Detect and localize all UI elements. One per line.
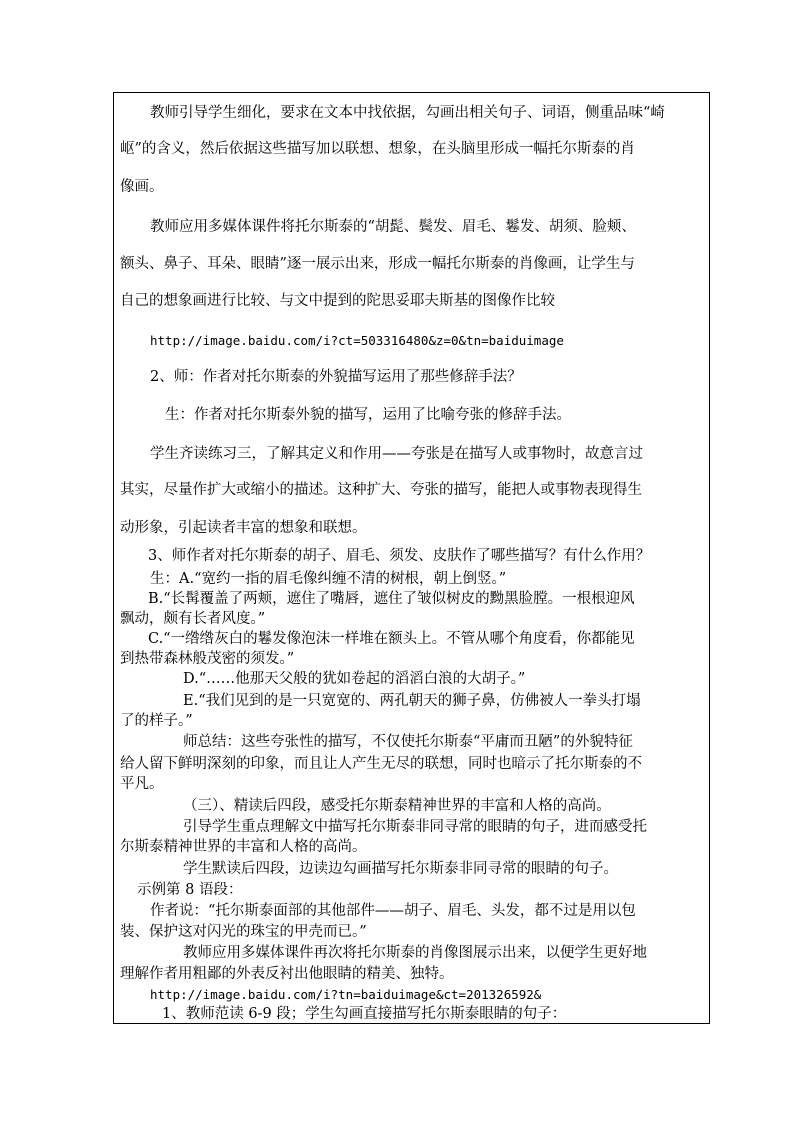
paragraph-line: 自己的想象画进行比较、与文中提到的陀思妥耶夫斯基的图像作比较 [120,293,555,309]
quote-line: D.“……他那天父般的犹如卷起的滔滔白浪的大胡子。” [183,671,526,687]
paragraph-line: 示例第 8 语段： [137,882,243,898]
paragraph-line: 教师应用多媒体课件将托尔斯泰的“胡髭、鬓发、眉毛、鬈发、胡须、脸颊、 [150,219,636,235]
paragraph-line: 像画。 [120,179,164,195]
summary-line: 师总结：这些夸张性的描写，不仅使托尔斯泰“平庸而丑陋”的外貌特征 [183,734,633,750]
answer-line: 生：作者对托尔斯泰外貌的描写，运用了比喻夸张的修辞手法。 [165,407,571,423]
paragraph-line: 岖”的含义，然后依据这些描写加以联想、想象，在头脑里形成一幅托尔斯泰的肖 [120,141,635,157]
quote-line: C.“一绺绺灰白的鬈发像泡沫一样堆在额头上。不管从哪个角度看，你都能见 [148,631,635,647]
question-line: 3、师作者对托尔斯泰的胡子、眉毛、须发、皮肤作了哪些描写？有什么作用？ [148,548,651,564]
quote-line: B.“长髯覆盖了两颊，遮住了嘴唇，遮住了皱似树皮的黝黑脸膛。一根根迎风 [148,591,635,607]
paragraph-line: 教师应用多媒体课件再次将托尔斯泰的肖像图展示出来，以便学生更好地 [183,945,647,961]
paragraph-line: 动形象，引起读者丰富的想象和联想。 [120,520,367,536]
paragraph-line: 教师引导学生细化，要求在文本中找依据，勾画出相关句子、词语，侧重品味“崎 [150,105,665,121]
answer-line: 生：A.“宽约一指的眉毛像纠缠不清的树根，朝上倒竖。” [150,571,507,587]
section-heading: （三）、精读后四段，感受托尔斯泰精神世界的丰富和人格的高尚。 [183,798,611,814]
question-line: 2、师：作者对托尔斯泰的外貌描写运用了那些修辞手法？ [150,369,522,385]
url-line: http://image.baidu.com/i?ct=503316480&z=0&tn=baiduimage [150,333,564,348]
paragraph-line: 1、教师范读 6-9 段；学生勾画直接描写托尔斯泰眼睛的句子： [162,1006,567,1022]
quote-line: E.“我们见到的是一只宽宽的、两孔朝天的狮子鼻，仿佛被人一拳头打塌 [183,693,641,709]
quote-line: 到热带森林般茂密的须发。” [120,651,295,667]
paragraph-line: 理解作者用粗鄙的外表反衬出他眼睛的精美、独特。 [120,966,454,982]
paragraph-line: 尔斯泰精神世界的丰富和人格的高尚。 [120,839,367,855]
url-line: http://image.baidu.com/i?tn=baiduimage&ct=201326592& [150,987,542,1002]
paragraph-line: 其实，尽量作扩大或缩小的描述。这种扩大、夸张的描写，能把人或事物表现得生 [120,482,642,498]
paragraph-line: 引导学生重点理解文中描写托尔斯泰非同寻常的眼睛的句子，进而感受托 [183,819,647,835]
paragraph-line: 装、保护这对闪光的珠宝的甲壳而已。” [120,924,367,940]
quote-line: 了的样子。” [120,713,193,729]
summary-line: 给人留下鲜明深刻的印象，而且让人产生无尽的联想，同时也暗示了托尔斯泰的不 [120,756,642,772]
paragraph-line: 学生默读后四段，边读边勾画描写托尔斯泰非同寻常的眼睛的句子。 [183,861,618,877]
quote-line: 飘动，颇有长者风度。” [120,611,266,627]
paragraph-line: 学生齐读练习三，了解其定义和作用——夸张是在描写人或事物时，故意言过 [150,446,643,462]
paragraph-line: 额头、鼻子、耳朵、眼睛”逐一展示出来，形成一幅托尔斯泰的肖像画，让学生与 [120,256,635,272]
summary-line: 平凡。 [120,776,164,792]
paragraph-line: 作者说：“托尔斯泰面部的其他部件——胡子、眉毛、头发，都不过是用以包 [150,903,636,919]
